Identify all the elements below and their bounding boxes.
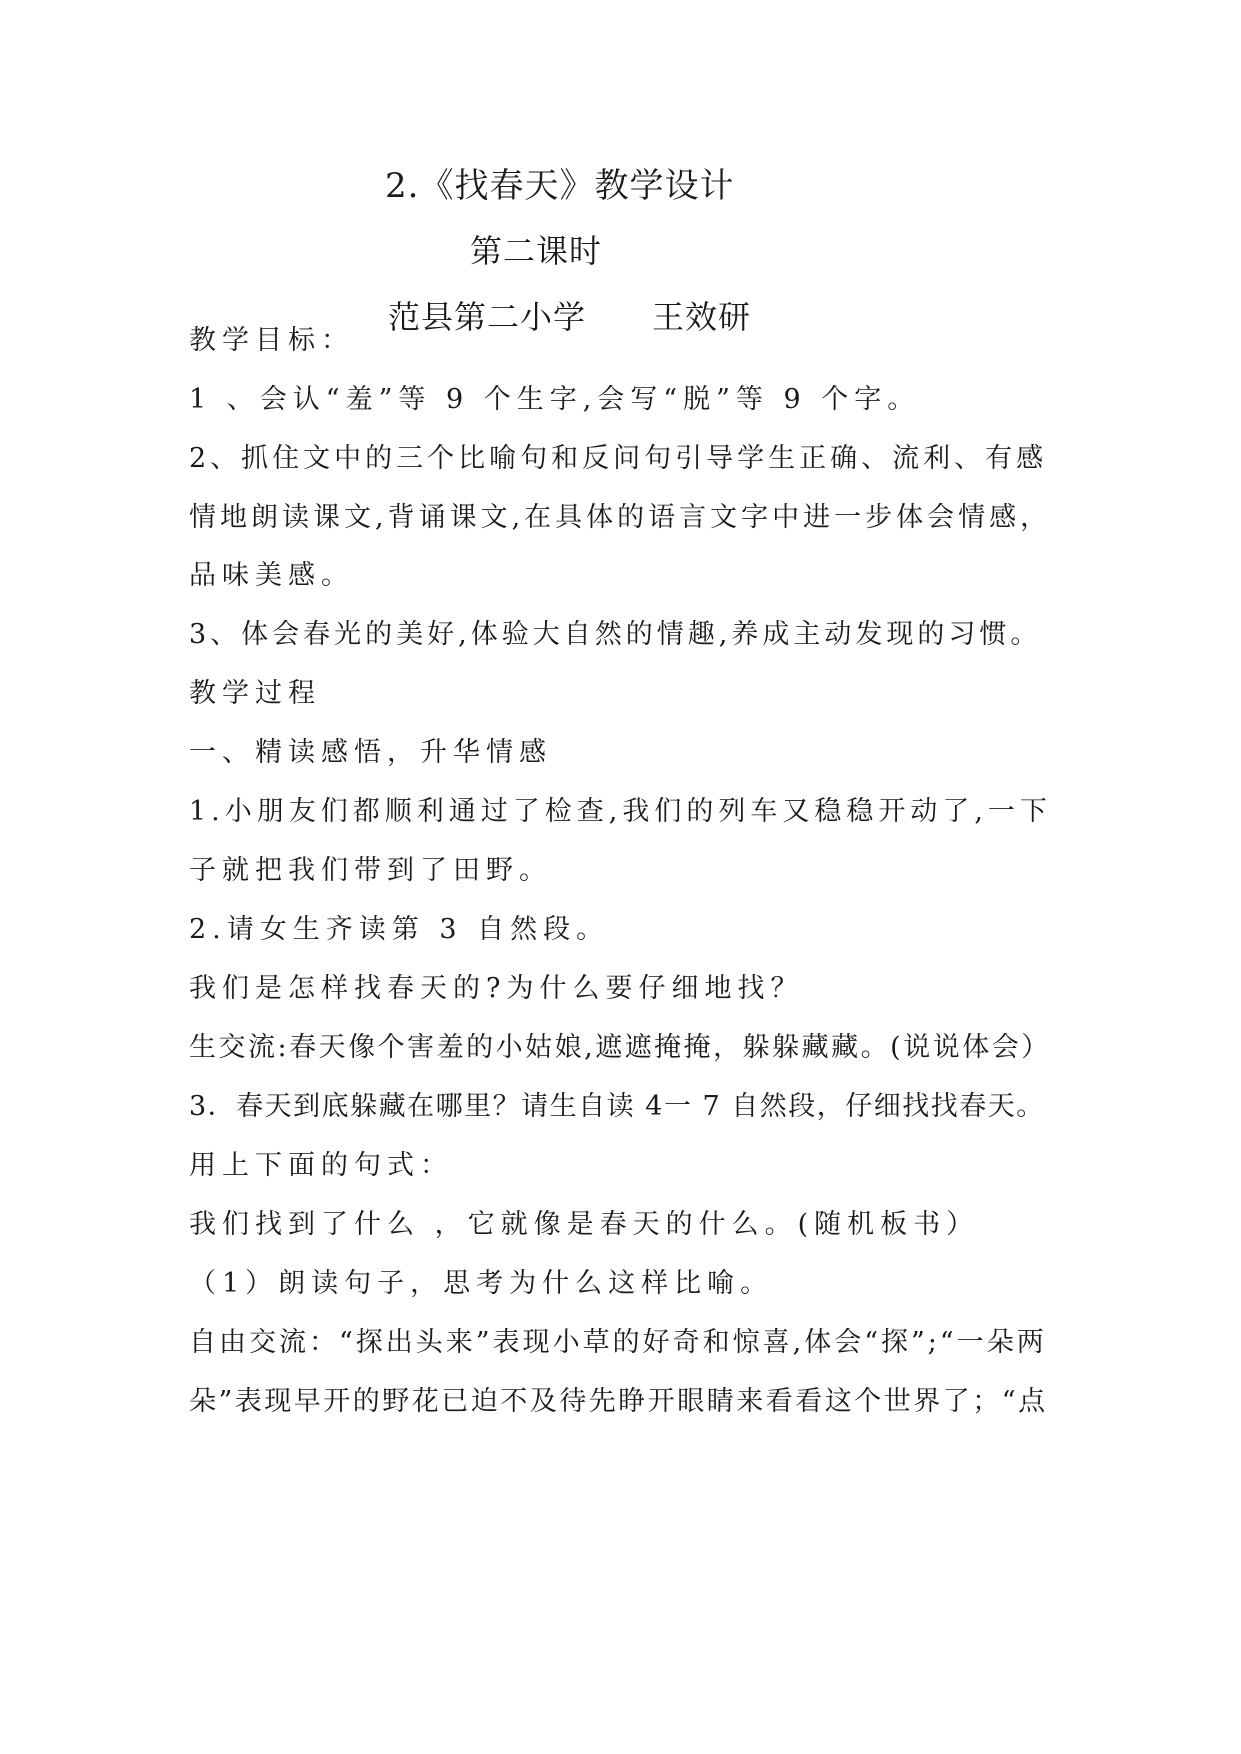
- body-line: 2.请女生齐读第 3 自然段。: [189, 914, 610, 945]
- body-line: 3、体会春光的美好,体验大自然的情趣,养成主动发现的习惯。: [189, 619, 1042, 650]
- body-line: 3．春天到底躲藏在哪里？请生自读 4一 7 自然段，仔细找找春天。: [189, 1091, 1045, 1122]
- body-line: 品味美感。: [189, 560, 354, 591]
- school-name: 范县第二小学: [388, 298, 587, 336]
- body-line: （1）朗读句子，思考为什么这样比喻。: [189, 1268, 774, 1299]
- section-heading-objectives: 教学目标：: [189, 325, 354, 356]
- body-line: 自由交流：“探出头来”表现小草的好奇和惊喜,体会“探”;“一朵两: [189, 1327, 1047, 1358]
- body-line: 我们是怎样找春天的?为什么要仔细地找？: [189, 973, 804, 1004]
- body-line: 生交流:春天像个害羞的小姑娘,遮遮掩掩，躲躲藏藏。(说说体会）: [189, 1032, 1051, 1063]
- body-line: 情地朗读课文,背诵课文,在具体的语言文字中进一步体会情感，: [189, 502, 1052, 533]
- body-line: 子就把我们带到了田野。: [189, 855, 552, 886]
- section-heading-process: 教学过程: [189, 678, 321, 709]
- teacher-name: 王效研: [652, 298, 752, 336]
- body-line: 1.小朋友们都顺利通过了检查,我们的列车又稳稳开动了,一下: [189, 796, 1052, 827]
- body-line: 朵”表现早开的野花已迫不及待先睁开眼睛来看看这个世界了；“点: [189, 1386, 1048, 1417]
- body-line: 2、抓住文中的三个比喻句和反问句引导学生正确、流利、有感: [189, 443, 1048, 474]
- body-line: 用上下面的句式：: [189, 1150, 453, 1181]
- body-line: 我们找到了什么 ，它就像是春天的什么。(随机板书）: [189, 1209, 980, 1240]
- lesson-subtitle: 第二课时: [470, 232, 603, 270]
- body-line: 1 、会认“羞”等 9 个生字,会写“脱”等 9 个字。: [189, 384, 921, 415]
- document-title: 2.《找春天》教学设计: [385, 166, 735, 206]
- section-subheading: 一、精读感悟，升华情感: [189, 737, 552, 768]
